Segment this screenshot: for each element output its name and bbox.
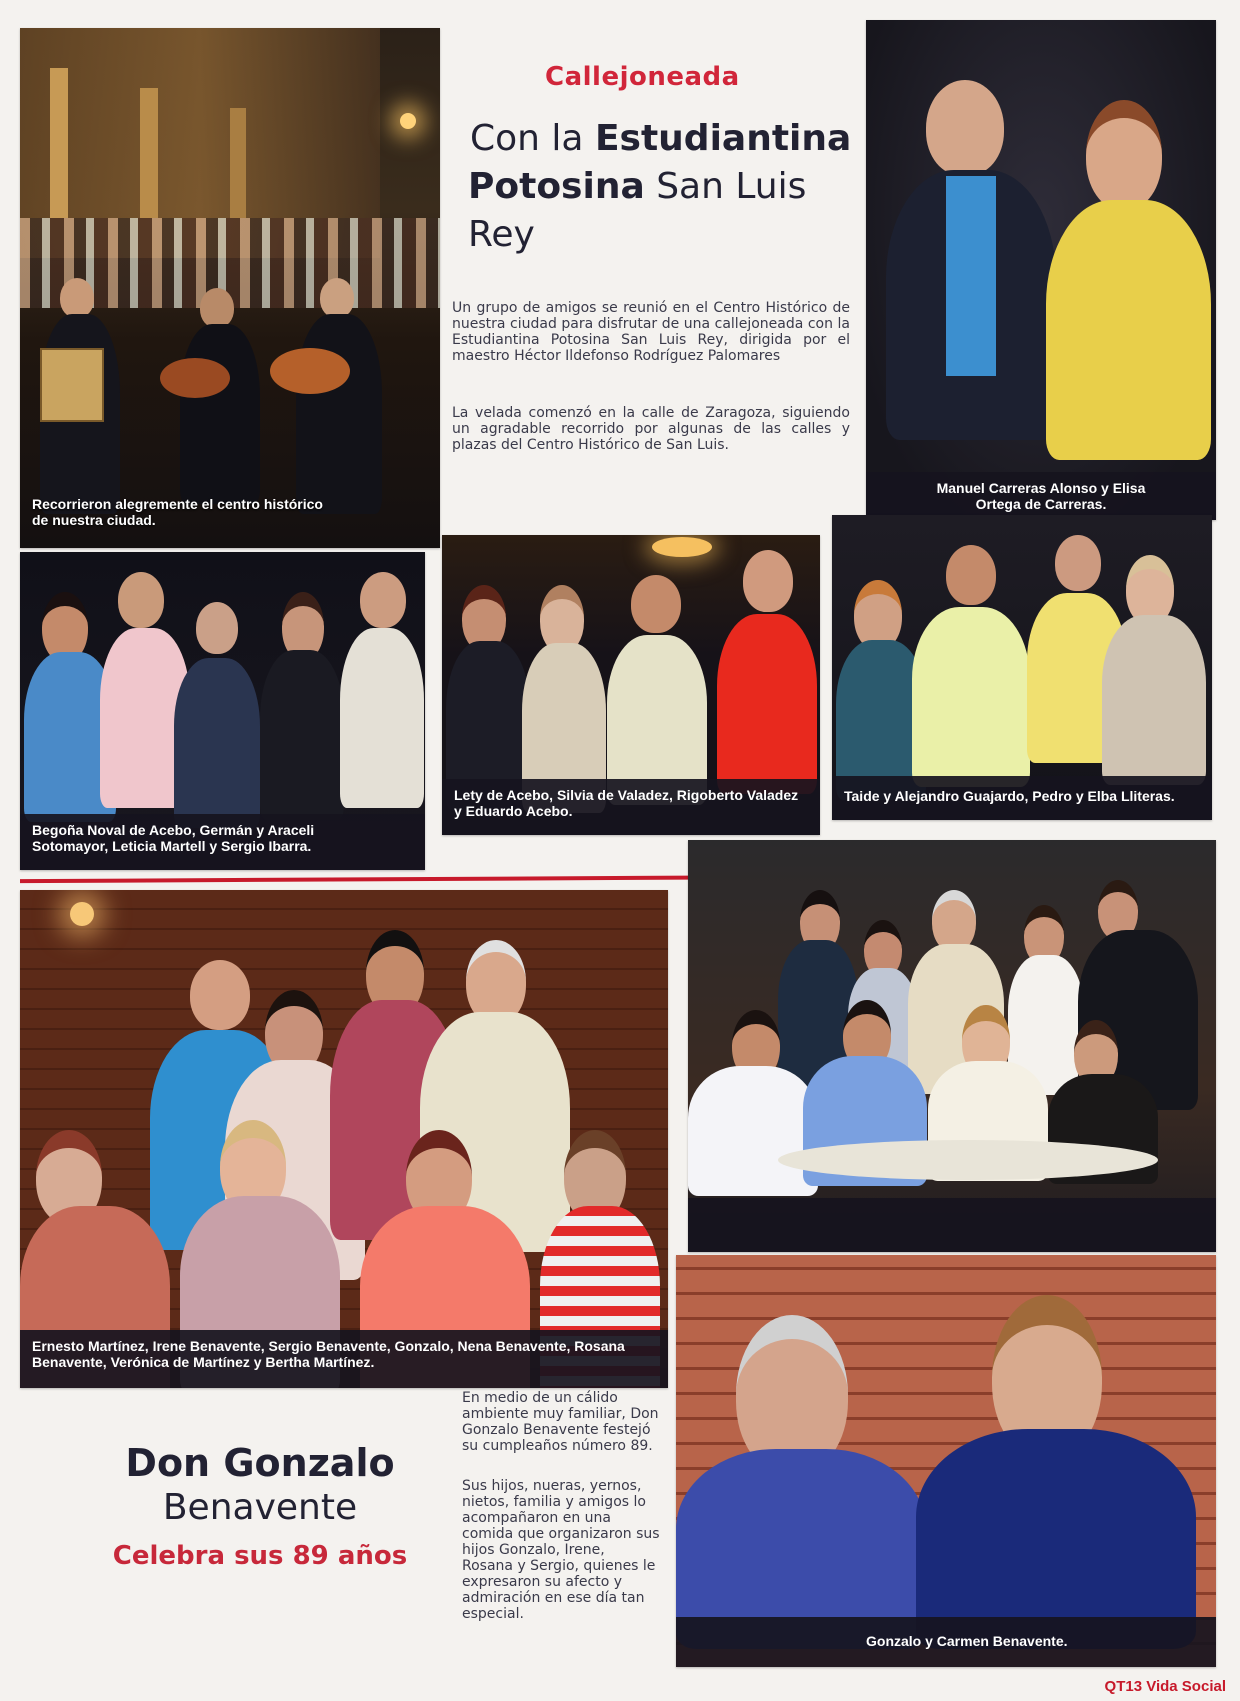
article1-paragraph-2: La velada comenzó en la calle de Zaragoza, siguiendo un agradable recorrido por algunas de las calles y plazas del Centro Histórico de San Luis. (452, 405, 850, 453)
article2-subtitle: Celebra sus 89 años (112, 1541, 408, 1571)
title-line2-post: San Luis Rey (468, 166, 807, 255)
article2-title (80, 1440, 440, 1576)
group3-caption: Taide y Alejandro Guajardo, Pedro y Elba Lliteras. (832, 776, 1212, 820)
family-caption: Ernesto Martínez, Irene Benavente, Sergio Benavente, Gonzalo, Nena Benavente, Rosana Benavente, Verónica de Martínez y Bertha Martínez. (20, 1330, 668, 1388)
group3-photo (832, 515, 1212, 820)
article2-title-line1: Don Gonzalo (125, 1441, 395, 1485)
group1-photo (20, 552, 425, 870)
article1-paragraph-1: Un grupo de amigos se reunió en el Centro Histórico de nuestra ciudad para disfrutar de una callejoneada con la Estudiantina Potosina San Luis Rey, dirigida por el maestro Héctor Ildefonso Rodríguez Palomares (452, 300, 850, 364)
street-caption: Recorrieron alegremente el centro histórico de nuestra ciudad. (32, 496, 323, 528)
group2-photo (442, 535, 820, 835)
article1-kicker: Callejoneada (545, 62, 740, 92)
title-line2-bold: Potosina (468, 166, 645, 207)
group1-caption: Begoña Noval de Acebo, Germán y Araceli Sotomayor, Leticia Martell y Sergio Ibarra. (20, 814, 425, 870)
title-line1-bold: Estudiantina (594, 118, 852, 159)
article1-title (468, 115, 858, 259)
group2-caption: Lety de Acebo, Silvia de Valadez, Rigoberto Valadez y Eduardo Acebo. (442, 779, 820, 835)
carreras-couple-photo (866, 20, 1216, 520)
article2-paragraph-2: Sus hijos, nueras, yernos, nietos, familia y amigos lo acompañaron en una comida que organizaron sus hijos Gonzalo, Irene, Rosana y Sergio, quienes le expresaron su afecto y admiración en ese día tan especial. (462, 1478, 660, 1622)
title-line1-pre: Con la (470, 118, 595, 159)
grandchildren-caption (688, 1198, 1216, 1252)
couple-caption: Gonzalo y Carmen Benavente. (676, 1617, 1216, 1667)
gonzalo-carmen-photo (676, 1255, 1216, 1667)
page-footer: QT13 Vida Social (1104, 1678, 1226, 1695)
grandchildren-photo (688, 840, 1216, 1252)
street-procession-photo (20, 28, 440, 548)
family-photo (20, 890, 668, 1388)
article2-paragraph-1: En medio de un cálido ambiente muy familiar, Don Gonzalo Benavente festejó su cumpleaños número 89. (462, 1390, 659, 1454)
article2-title-line2: Benavente (162, 1487, 358, 1528)
carreras-caption: Manuel Carreras Alonso y Elisa Ortega de Carreras. (866, 472, 1216, 520)
